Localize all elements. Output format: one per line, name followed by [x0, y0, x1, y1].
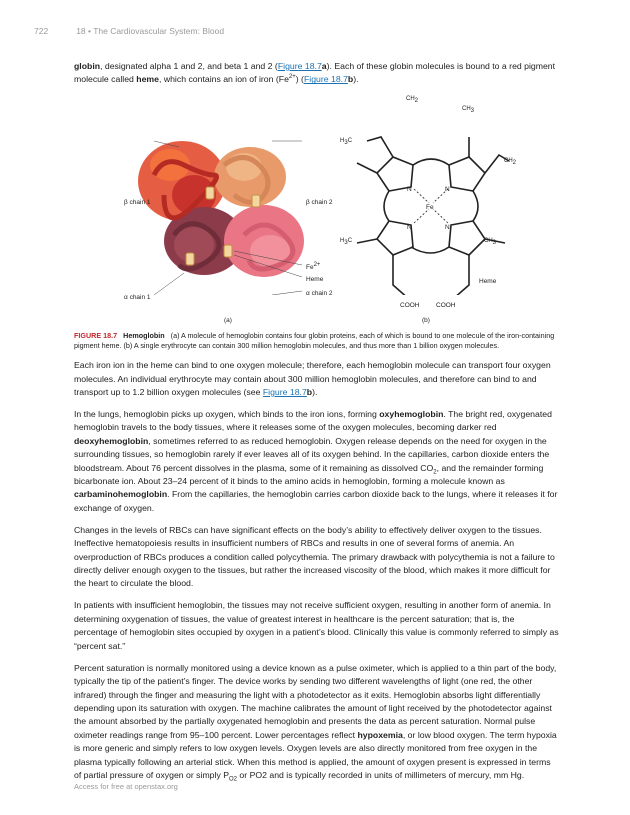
- paragraph-4: In patients with insufficient hemoglobin, the tissues may not receive sufficient oxygen, resulting in another form of anemia. In determining oxygenation of tissues, the value of greatest interest in healthcare is the percent saturation; that is, the percentage of hemoglobin sites occupied by oxygen in a patient’s blood. Clinically this value is commonly referred to simply as “percent sat.”: [74, 600, 559, 651]
- label-alpha-chain-1: α chain 1: [124, 294, 151, 302]
- label-alpha-chain-2: α chain 2: [306, 290, 333, 298]
- chapter-title: 18 • The Cardiovascular System: Blood: [76, 26, 225, 36]
- page-number: 722: [34, 26, 49, 36]
- porphyrin-ring: [357, 137, 509, 295]
- figure-18-7: [74, 95, 560, 325]
- term-deoxyhemoglobin: deoxyhemoglobin: [74, 435, 149, 446]
- label-fe-b: Fe: [426, 204, 434, 212]
- figure-title: Hemoglobin: [123, 331, 165, 341]
- label-cooh-left: COOH: [400, 302, 420, 310]
- label-fe: $Fe^{2+}$: [306, 262, 321, 272]
- footer-link[interactable]: Access for free at openstax.org: [74, 782, 178, 791]
- label-ch2-right: $CH_2$: [504, 158, 517, 167]
- label-n-2: N: [445, 186, 450, 194]
- figure-caption: [74, 331, 560, 350]
- page-header: [34, 26, 224, 36]
- paragraph-1: Each iron ion in the heme can bind to one oxygen molecule; therefore, each hemoglobin molecule can transport four oxygen molecules. An individual erythrocyte may contain about 300 million hemoglobin molecules, and therefore can bind to and transport up to 1.2 billion oxygen molecules (see Figure 18.7b).: [74, 360, 551, 397]
- label-h3c-bottom: $H_3C$: [340, 238, 353, 247]
- caption-text: (a) A molecule of hemoglobin contains four globin proteins, each of which is bound to one molecule of the iron-containing pigment heme. (b) A single erythrocyte can contain 300 million hemoglobin molecules, and thus more than 1 billion oxygen molecules.: [74, 331, 555, 350]
- label-cooh-right: COOH: [436, 302, 456, 310]
- label-ch3-top-right: $CH_3$: [462, 106, 475, 115]
- figure-link-b[interactable]: Figure 18.7: [303, 74, 348, 85]
- label-beta-chain-2: β chain 2: [306, 199, 333, 207]
- term-carbaminohemoglobin: carbaminohemoglobin: [74, 489, 168, 500]
- figure-link-a[interactable]: Figure 18.7: [277, 61, 322, 71]
- page-content: [74, 60, 560, 791]
- term-globin: globin: [74, 61, 101, 71]
- paragraph-2: In the lungs, hemoglobin picks up oxygen, which binds to the iron ions, forming oxyhemoglobin. The bright red, oxygenated hemoglobin travels to the body tissues, where it releases some of the oxygen molecules, becoming darker red deoxyhemoglobin, sometimes referred to as reduced hemoglobin. Oxygen release depends on the need for oxygen in the surrounding tissues, so hemoglobin rarely if ever leaves all of its oxygen behind. In the capillaries, carbon dioxide enters the bloodstream. About 76 percent dissolves in the plasma, some of it remaining as dissolved $CO_2$, and the remainder forming bicarbonate ion. About 23–24 percent of it binds to the amino acids in hemoglobin, forming a molecule known as carbaminohemoglobin. From the capillaries, the hemoglobin carries carbon dioxide back to the lungs, where it releases it for exchange of oxygen.: [74, 409, 558, 513]
- paragraph-3: Changes in the levels of RBCs can have significant effects on the body’s ability to effectively deliver oxygen to the tissues. Ineffective hematopoiesis results in insufficient numbers of RBCs and results in one of several forms of anemia. An overproduction of RBCs produces a condition called polycythemia. The primary drawback with polycythemia is not a failure to directly deliver enough oxygen to the tissues, but rather the increased viscosity of the blood, which makes it more difficult for the heart to circulate the blood.: [74, 524, 555, 589]
- label-heme-a: Heme: [306, 276, 324, 284]
- term-oxyhemoglobin: oxyhemoglobin: [379, 409, 444, 419]
- label-ch2-top: $CH_2$: [406, 96, 419, 105]
- hemoglobin-illustration: [74, 95, 314, 295]
- term-heme: heme: [136, 74, 159, 85]
- panel-label-b: (b): [422, 317, 430, 325]
- label-beta-chain-1: β chain 1: [124, 199, 151, 207]
- paragraph-5: Percent saturation is normally monitored using a device known as a pulse oximeter, which is applied to a thin part of the body, typically the tip of the patient’s finger. The device works by sending two different wavelengths of light (one red, the other infrared) through the finger and measuring the light with a photodetector as it exits. Hemoglobin absorbs light differentially depending upon its saturation with oxygen. The machine calibrates the amount of light received by the photodetector against the amount absorbed by the partially oxygenated hemoglobin and presents the data as percent saturation. Normal pulse oximeter readings range from 95–100 percent. Lower percentages reflect hypoxemia, or low blood oxygen. The term hypoxia is more generic and simply refers to low oxygen levels. Oxygen levels are also directly monitored from free oxygen in the plasma typically following an arterial stick. When this method is applied, the amount of oxygen present is expressed in terms of partial pressure of oxygen or simply $P_{O2}$ or PO2 and is typically recorded in units of millimeters of mercury, mm Hg.: [74, 662, 557, 783]
- label-ch3-right: $CH_3$: [484, 238, 497, 247]
- figure-link-b-2[interactable]: Figure 18.7: [262, 387, 307, 397]
- hemoglobin-molecule: [138, 141, 304, 277]
- heme-structure: [329, 95, 549, 295]
- label-heme-b: Heme: [479, 278, 497, 286]
- intro-paragraph: globin, designated alpha 1 and 2, and beta 1 and 2 (Figure 18.7a). Each of these globin molecules is bound to a red pigment molecule called heme, which contains an ion of iron $(Fe^{2+})$ (Figure 18.7b).: [74, 61, 556, 85]
- figure-number: FIGURE 18.7: [74, 331, 118, 341]
- term-hypoxemia: hypoxemia: [357, 729, 403, 740]
- panel-label-a: (a): [224, 317, 232, 325]
- label-h3c-left: $H_3C$: [340, 138, 353, 147]
- label-n-4: N: [445, 224, 450, 232]
- label-n-3: N: [407, 224, 412, 232]
- label-n-1: N: [407, 186, 412, 194]
